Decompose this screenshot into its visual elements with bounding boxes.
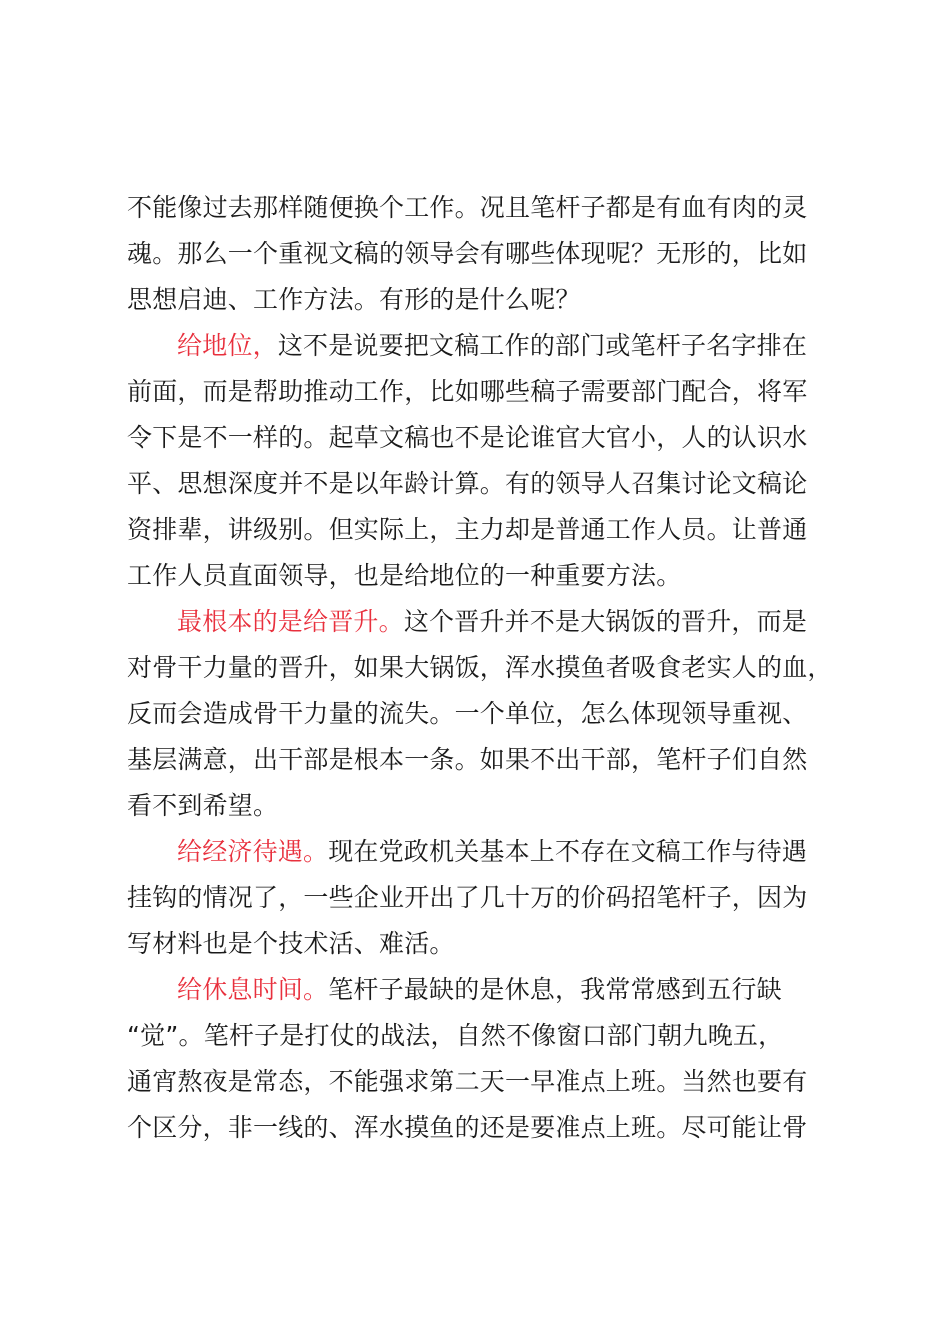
text-line — [127, 829, 837, 875]
text-span: 笔杆子最缺的是休息，我常常感到五行缺 — [328, 975, 782, 1004]
section-heading: 最根本的是给晋升。 — [177, 607, 404, 636]
text-line — [127, 323, 837, 369]
text-line: 资排辈，讲级别。但实际上，主力却是普通工作人员。让普通 — [127, 515, 808, 544]
text-line: 个区分，非一线的、浑水摸鱼的还是要准点上班。尽可能让骨 — [127, 1113, 808, 1142]
paragraph — [127, 967, 837, 1151]
text-span: 这个晋升并不是大锅饭的晋升，而是 — [403, 607, 808, 636]
document-page — [127, 185, 837, 1151]
paragraph — [127, 323, 837, 599]
text-line: 反而会造成骨干力量的流失。一个单位，怎么体现领导重视、 — [127, 699, 808, 728]
text-line — [127, 967, 837, 1013]
section-heading: 给经济待遇。 — [177, 837, 329, 866]
text-line: 挂钩的情况了，一些企业开出了几十万的价码招笔杆子，因为 — [127, 883, 808, 912]
paragraph — [127, 829, 837, 967]
text-line: 平、思想深度并不是以年龄计算。有的领导人召集讨论文稿论 — [127, 469, 808, 498]
paragraph — [127, 185, 837, 323]
text-line: 基层满意，出干部是根本一条。如果不出干部，笔杆子们自然 — [127, 745, 808, 774]
text-line: 对骨干力量的晋升，如果大锅饭，浑水摸鱼者吸食老实人的血， — [127, 653, 833, 682]
text-line: “觉”。笔杆子是打仗的战法，自然不像窗口部门朝九晚五， — [127, 1021, 784, 1050]
text-line: 魂。那么一个重视文稿的领导会有哪些体现呢？无形的，比如 — [127, 239, 808, 268]
text-span: 这不是说要把文稿工作的部门或笔杆子名字排在 — [277, 331, 808, 360]
text-line: 思想启迪、工作方法。有形的是什么呢？ — [127, 285, 581, 314]
text-line: 看不到希望。 — [127, 791, 279, 820]
text-line: 前面，而是帮助推动工作，比如哪些稿子需要部门配合，将军 — [127, 377, 808, 406]
text-span: 现在党政机关基本上不存在文稿工作与待遇 — [328, 837, 808, 866]
text-line: 工作人员直面领导，也是给地位的一种重要方法。 — [127, 561, 682, 590]
text-line: 令下是不一样的。起草文稿也不是论谁官大官小，人的认识水 — [127, 423, 808, 452]
paragraph — [127, 599, 837, 829]
text-line: 写材料也是个技术活、难活。 — [127, 929, 455, 958]
text-line: 不能像过去那样随便换个工作。况且笔杆子都是有血有肉的灵 — [127, 193, 808, 222]
text-line: 通宵熬夜是常态，不能强求第二天一早准点上班。当然也要有 — [127, 1067, 808, 1096]
section-heading: 给地位， — [177, 331, 278, 360]
section-heading: 给休息时间。 — [177, 975, 329, 1004]
text-line — [127, 599, 837, 645]
